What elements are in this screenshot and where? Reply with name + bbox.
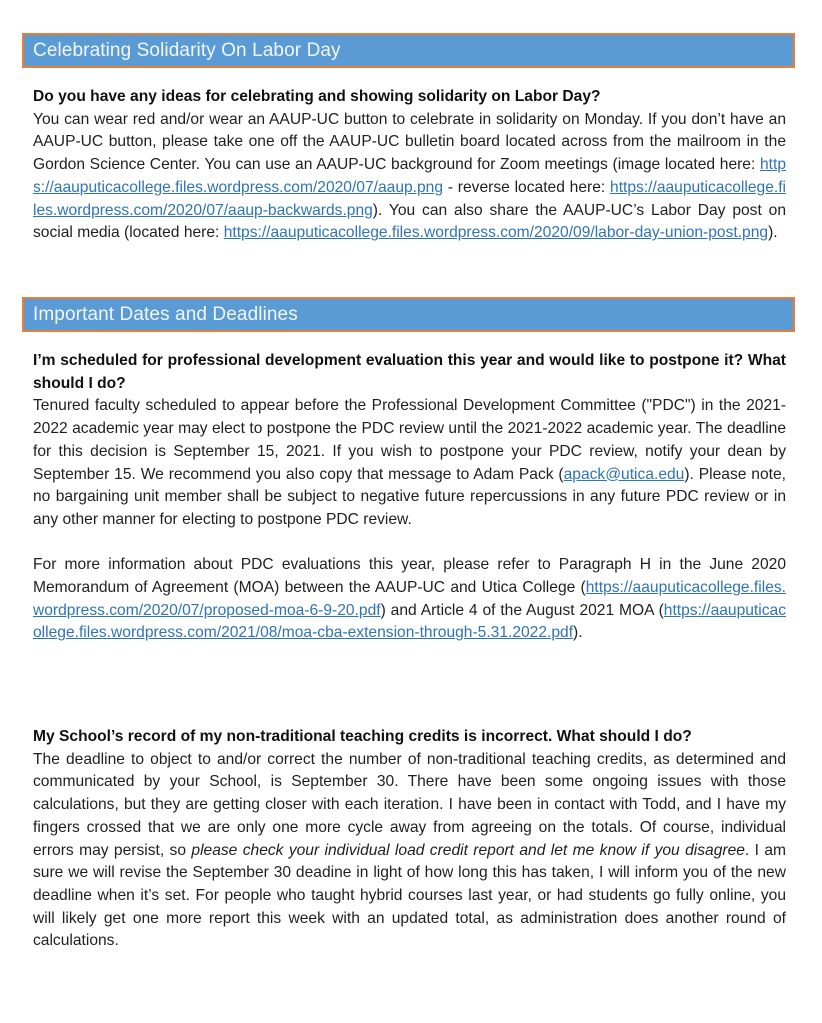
section-title: Celebrating Solidarity On Labor Day <box>33 40 341 61</box>
answer-text: The deadline to object to and/or correct the number of non-traditional teaching credits, as determined and communicated by your School, is September 30. There have been some ongoing issues with those calculations, but they are getting closer with each iteration. I have been in contact with Todd, and I have my fingers crossed that we are only one more cycle away from agreeing on the totals. Of course, individual errors may persist, so <box>33 750 786 859</box>
proposed-moa-link[interactable]: https://aauputicacollege.files.wordpress.com/2020/07/proposed-moa-6-9-20.pdf <box>33 579 786 619</box>
section-header-dates-deadlines <box>22 297 795 332</box>
email-link-apack[interactable]: apack@utica.edu <box>563 465 685 483</box>
faq-question: Do you have any ideas for celebrating and showing solidarity on Labor Day? <box>33 88 601 105</box>
faq-question: My School’s record of my non-traditional teaching credits is incorrect. What should I do? <box>33 728 692 745</box>
answer-text: ). Please note, no bargaining unit member shall be subject to negative future repercussions in any future PDC review or in any other manner for electing to postpone PDC review. <box>33 465 786 528</box>
faq-answer <box>33 749 786 953</box>
answer-text: ). You can also share the AAUP-UC’s Labor Day post on social media (located here: <box>33 201 786 242</box>
answer-italic-text: please check your individual load credit report and let me know if you disagree <box>191 841 745 859</box>
faq-pdc-postpone <box>33 350 786 645</box>
aaup-backwards-link[interactable]: https://aauputicacollege.files.wordpress.com/2020/07/aaup-backwards.png <box>33 178 786 219</box>
faq-question: I’m scheduled for professional development evaluation this year and would like to postpone it? What should I do? <box>33 352 786 392</box>
answer-text: ) and Article 4 of the August 2021 MOA ( <box>380 601 664 619</box>
answer-text: - reverse located here: <box>443 178 611 196</box>
faq-answer <box>33 109 786 245</box>
paragraph-gap <box>33 532 786 555</box>
faq-teaching-credits <box>33 726 786 953</box>
section-title: Important Dates and Deadlines <box>33 304 298 325</box>
answer-text: For more information about PDC evaluations this year, please refer to Paragraph H in the June 2020 Memorandum of Agreement (MOA) between the AAUP-UC and Utica College ( <box>33 556 786 597</box>
aaup-background-link[interactable]: https://aauputicacollege.files.wordpress.com/2020/07/aaup.png <box>33 156 786 196</box>
faq-labor-day <box>33 86 786 245</box>
answer-text: ). <box>573 624 583 642</box>
section-header-labor-day <box>22 33 795 68</box>
faq-answer <box>33 395 786 531</box>
answer-text: . I am sure we will revise the September 30 deadine in light of how long this has taken, I will inform you of the new deadline when it’s set. For people who taught hybrid courses last year, or had students go fully online, you will likely get one more report this week with an updated total, as administration does another round of calculations. <box>33 841 786 950</box>
answer-text: Tenured faculty scheduled to appear before the Professional Development Committee ("PDC") in the 2021-2022 academic year may elect to postpone the PDC review until the 2021-2022 academic year. The deadline for this decision is September 15, 2021. If you wish to postpone your PDC review, notify your dean by September 15. We recommend you also copy that message to Adam Pack ( <box>33 397 786 483</box>
answer-text: ). <box>768 224 778 242</box>
moa-cba-extension-link[interactable]: https://aauputicacollege.files.wordpress.com/2021/08/moa-cba-extension-through-5.31.2022.pdf <box>33 601 786 642</box>
answer-text: You can wear red and/or wear an AAUP-UC button to celebrate in solidarity on Monday. If you don’t have an AAUP-UC button, please take one off the AAUP-UC bulletin board located across from the mailroom in the Gordon Science Center. You can use an AAUP-UC background for Zoom meetings (image located here: <box>33 110 786 174</box>
faq-followup <box>33 554 786 645</box>
labor-day-post-link[interactable]: https://aauputicacollege.files.wordpress.com/2020/09/labor-day-union-post.png <box>223 224 769 242</box>
